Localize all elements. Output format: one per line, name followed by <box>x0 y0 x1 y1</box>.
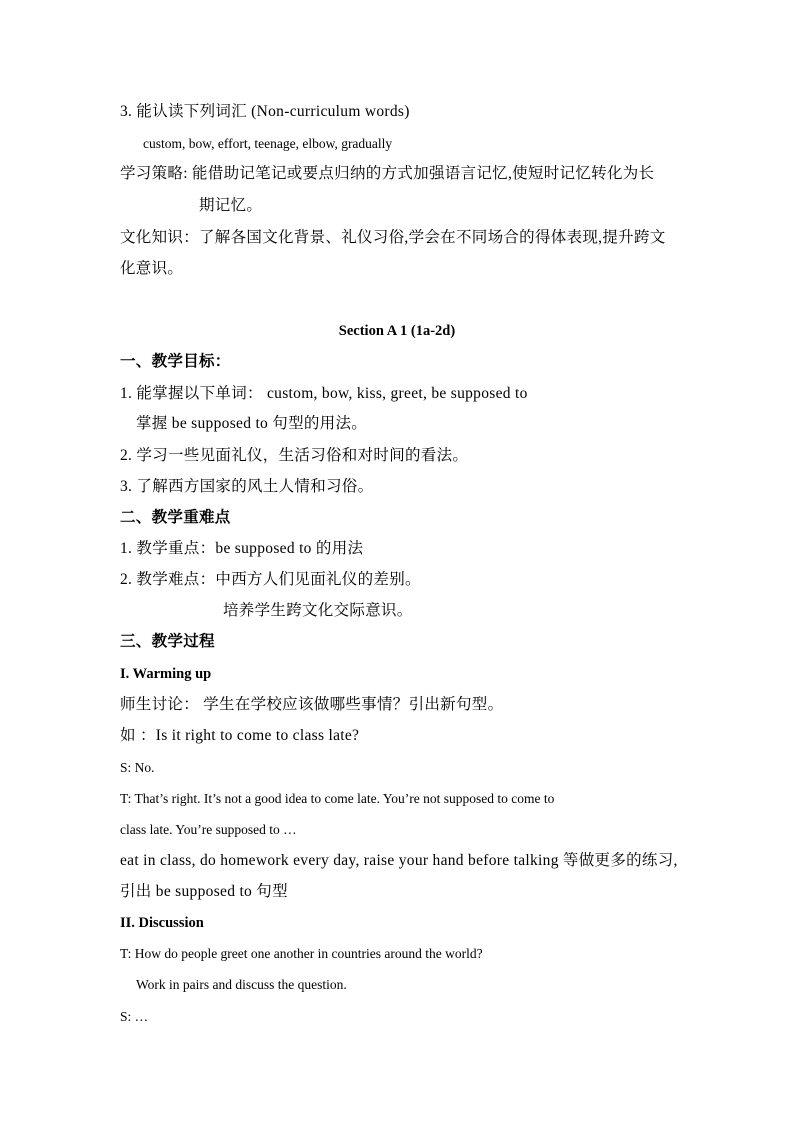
practice-line-1: eat in class, do homework every day, raise your hand before talking 等做更多的练习, <box>120 852 678 869</box>
heading-discussion: II. Discussion <box>120 915 204 931</box>
objective-2: 2. 学习一些见面礼仪，生活习俗和对时间的看法。 <box>120 447 469 464</box>
objective-3: 3. 了解西方国家的风土人情和习俗。 <box>120 478 374 495</box>
discussion-instruction: Work in pairs and discuss the question. <box>136 977 347 992</box>
heading-objectives: 一、教学目标： <box>120 353 231 370</box>
teacher-line-2: class late. You’re supposed to … <box>120 822 297 837</box>
student-answer: S: No. <box>120 760 155 775</box>
example-question: 如 ：Is it right to come to class late? <box>120 727 360 744</box>
difficult-point: 2. 教学难点：中西方人们见面礼仪的差别。 <box>120 571 421 588</box>
objective-1-sub: 掌握 be supposed to 句型的用法。 <box>136 415 368 432</box>
practice-line-2: 引出 be supposed to 句型 <box>120 883 288 900</box>
heading-warming-up: I. Warming up <box>120 666 212 682</box>
discussion-question: T: How do people greet one another in countries around the world? <box>120 946 483 961</box>
student-response: S: … <box>120 1009 149 1024</box>
discussion-intro: 师生讨论： 学生在学校应该做哪些事情？引出新句型。 <box>120 696 504 713</box>
vocab-list: custom, bow, effort, teenage, elbow, gradually <box>143 136 393 151</box>
heading-process: 三、教学过程 <box>120 633 215 650</box>
objective-1: 1. 能掌握以下单词： custom, bow, kiss, greet, be supposed to <box>120 385 528 402</box>
teacher-line-1: T: That’s right. It’s not a good idea to come late. You’re not supposed to come to <box>120 791 555 806</box>
strategy-line-1: 学习策略: 能借助记笔记或要点归纳的方式加强语言记忆,使短时记忆转化为长 <box>120 165 655 182</box>
culture-line-1: 文化知识：了解各国文化背景、礼仪习俗,学会在不同场合的得体表现,提升跨文 <box>120 229 666 246</box>
key-point: 1. 教学重点：be supposed to 的用法 <box>120 540 364 557</box>
strategy-line-2: 期记忆。 <box>199 197 263 214</box>
heading-key-points: 二、教学重难点 <box>120 509 231 526</box>
difficult-point-sub: 培养学生跨文化交际意识。 <box>223 602 413 619</box>
section-title: Section A 1 (1a-2d) <box>338 323 456 339</box>
vocab-heading: 3. 能认读下列词汇 (Non-curriculum words) <box>120 103 410 120</box>
culture-line-2: 化意识。 <box>120 260 184 277</box>
